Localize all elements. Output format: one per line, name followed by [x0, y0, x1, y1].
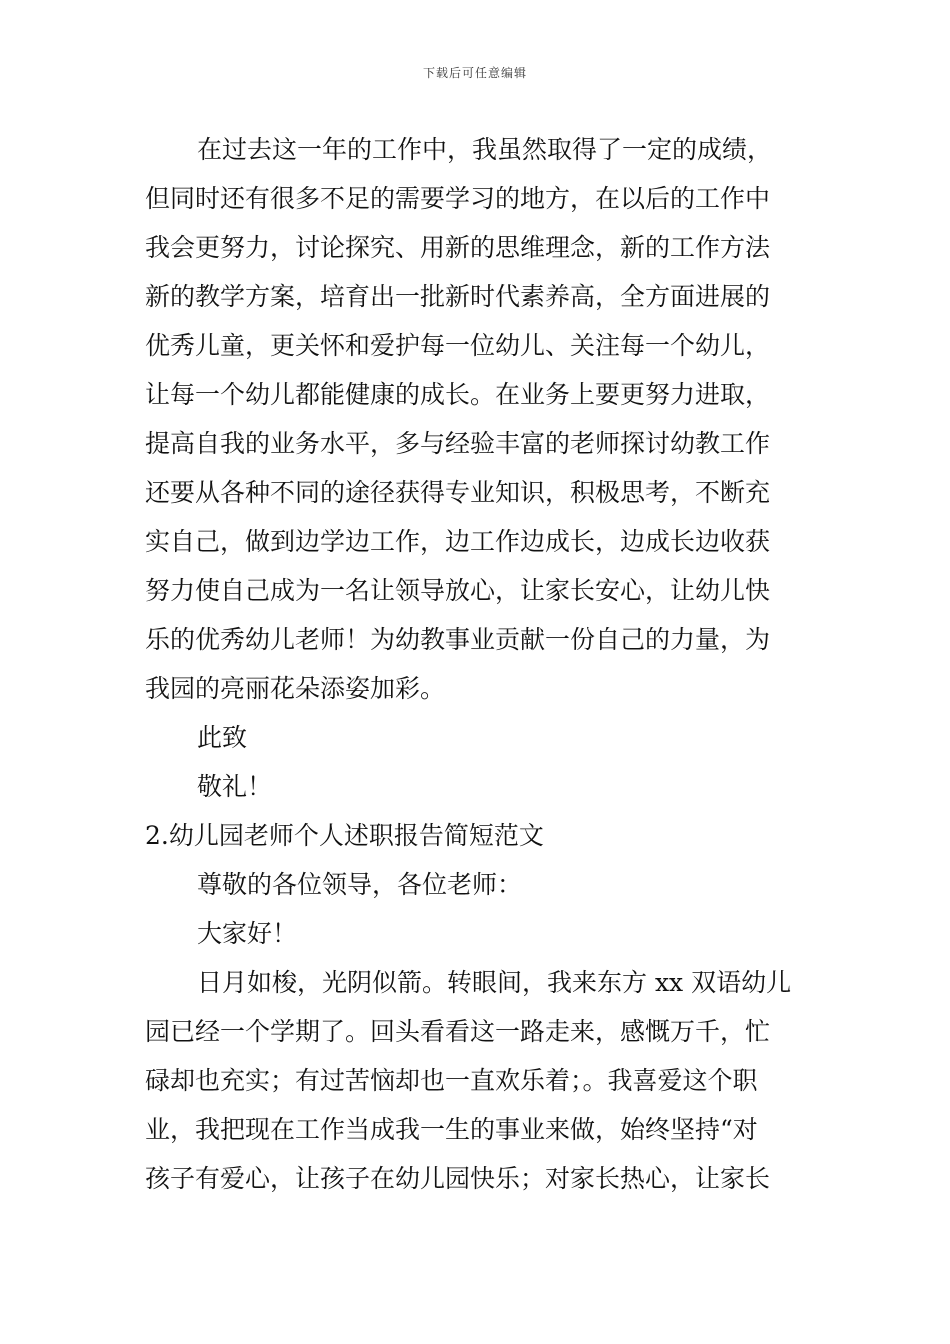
text-line: 孩子有爱心，让孩子在幼儿园快乐；对家长热心，让家长: [145, 1164, 771, 1193]
text-line: 提高自我的业务水平，多与经验丰富的老师探讨幼教工作: [145, 429, 771, 458]
text-line: 我园的亮丽花朵添姿加彩。: [145, 674, 446, 703]
text-line: 优秀儿童，更关怀和爱护每一位幼儿、关注每一个幼儿，: [145, 331, 771, 360]
text-line: 让每一个幼儿都能健康的成长。在业务上要更努力进取，: [145, 380, 771, 409]
text-line: 尊敬的各位领导，各位老师：: [197, 870, 523, 899]
header-note: 下载后可任意编辑: [422, 66, 527, 80]
text-line: 乐的优秀幼儿老师！为幼教事业贡献一份自己的力量，为: [145, 625, 771, 654]
text-line: 在过去这一年的工作中，我虽然取得了一定的成绩，: [197, 135, 773, 164]
text-line: 敬礼！: [197, 772, 273, 801]
text-line: 努力使自己成为一名让领导放心，让家长安心，让幼儿快: [145, 576, 771, 605]
text-line: 日月如梭，光阴似箭。转眼间，我来东方 xx 双语幼儿: [197, 968, 792, 997]
text-line: 实自己，做到边学边工作，边工作边成长，边成长边收获: [145, 527, 771, 556]
text-line: 园已经一个学期了。回头看看这一路走来，感慨万千，忙: [145, 1017, 771, 1046]
text-line: 大家好！: [197, 919, 298, 948]
text-line: 业，我把现在工作当成我一生的事业来做，始终坚持“对: [145, 1115, 758, 1144]
text-line: 此致: [197, 723, 248, 752]
text-line: 还要从各种不同的途径获得专业知识，积极思考，不断充: [145, 478, 771, 507]
text-line: 新的教学方案，培育出一批新时代素养高，全方面进展的: [145, 282, 771, 311]
section-heading: 2.幼儿园老师个人述职报告简短范文: [145, 821, 544, 850]
document-body: [145, 125, 809, 1203]
text-line: 碌却也充实；有过苦恼却也一直欢乐着；。我喜爱这个职: [145, 1066, 758, 1095]
text-line: 但同时还有很多不足的需要学习的地方，在以后的工作中: [145, 184, 771, 213]
text-line: 我会更努力，讨论探究、用新的思维理念，新的工作方法: [145, 233, 771, 262]
